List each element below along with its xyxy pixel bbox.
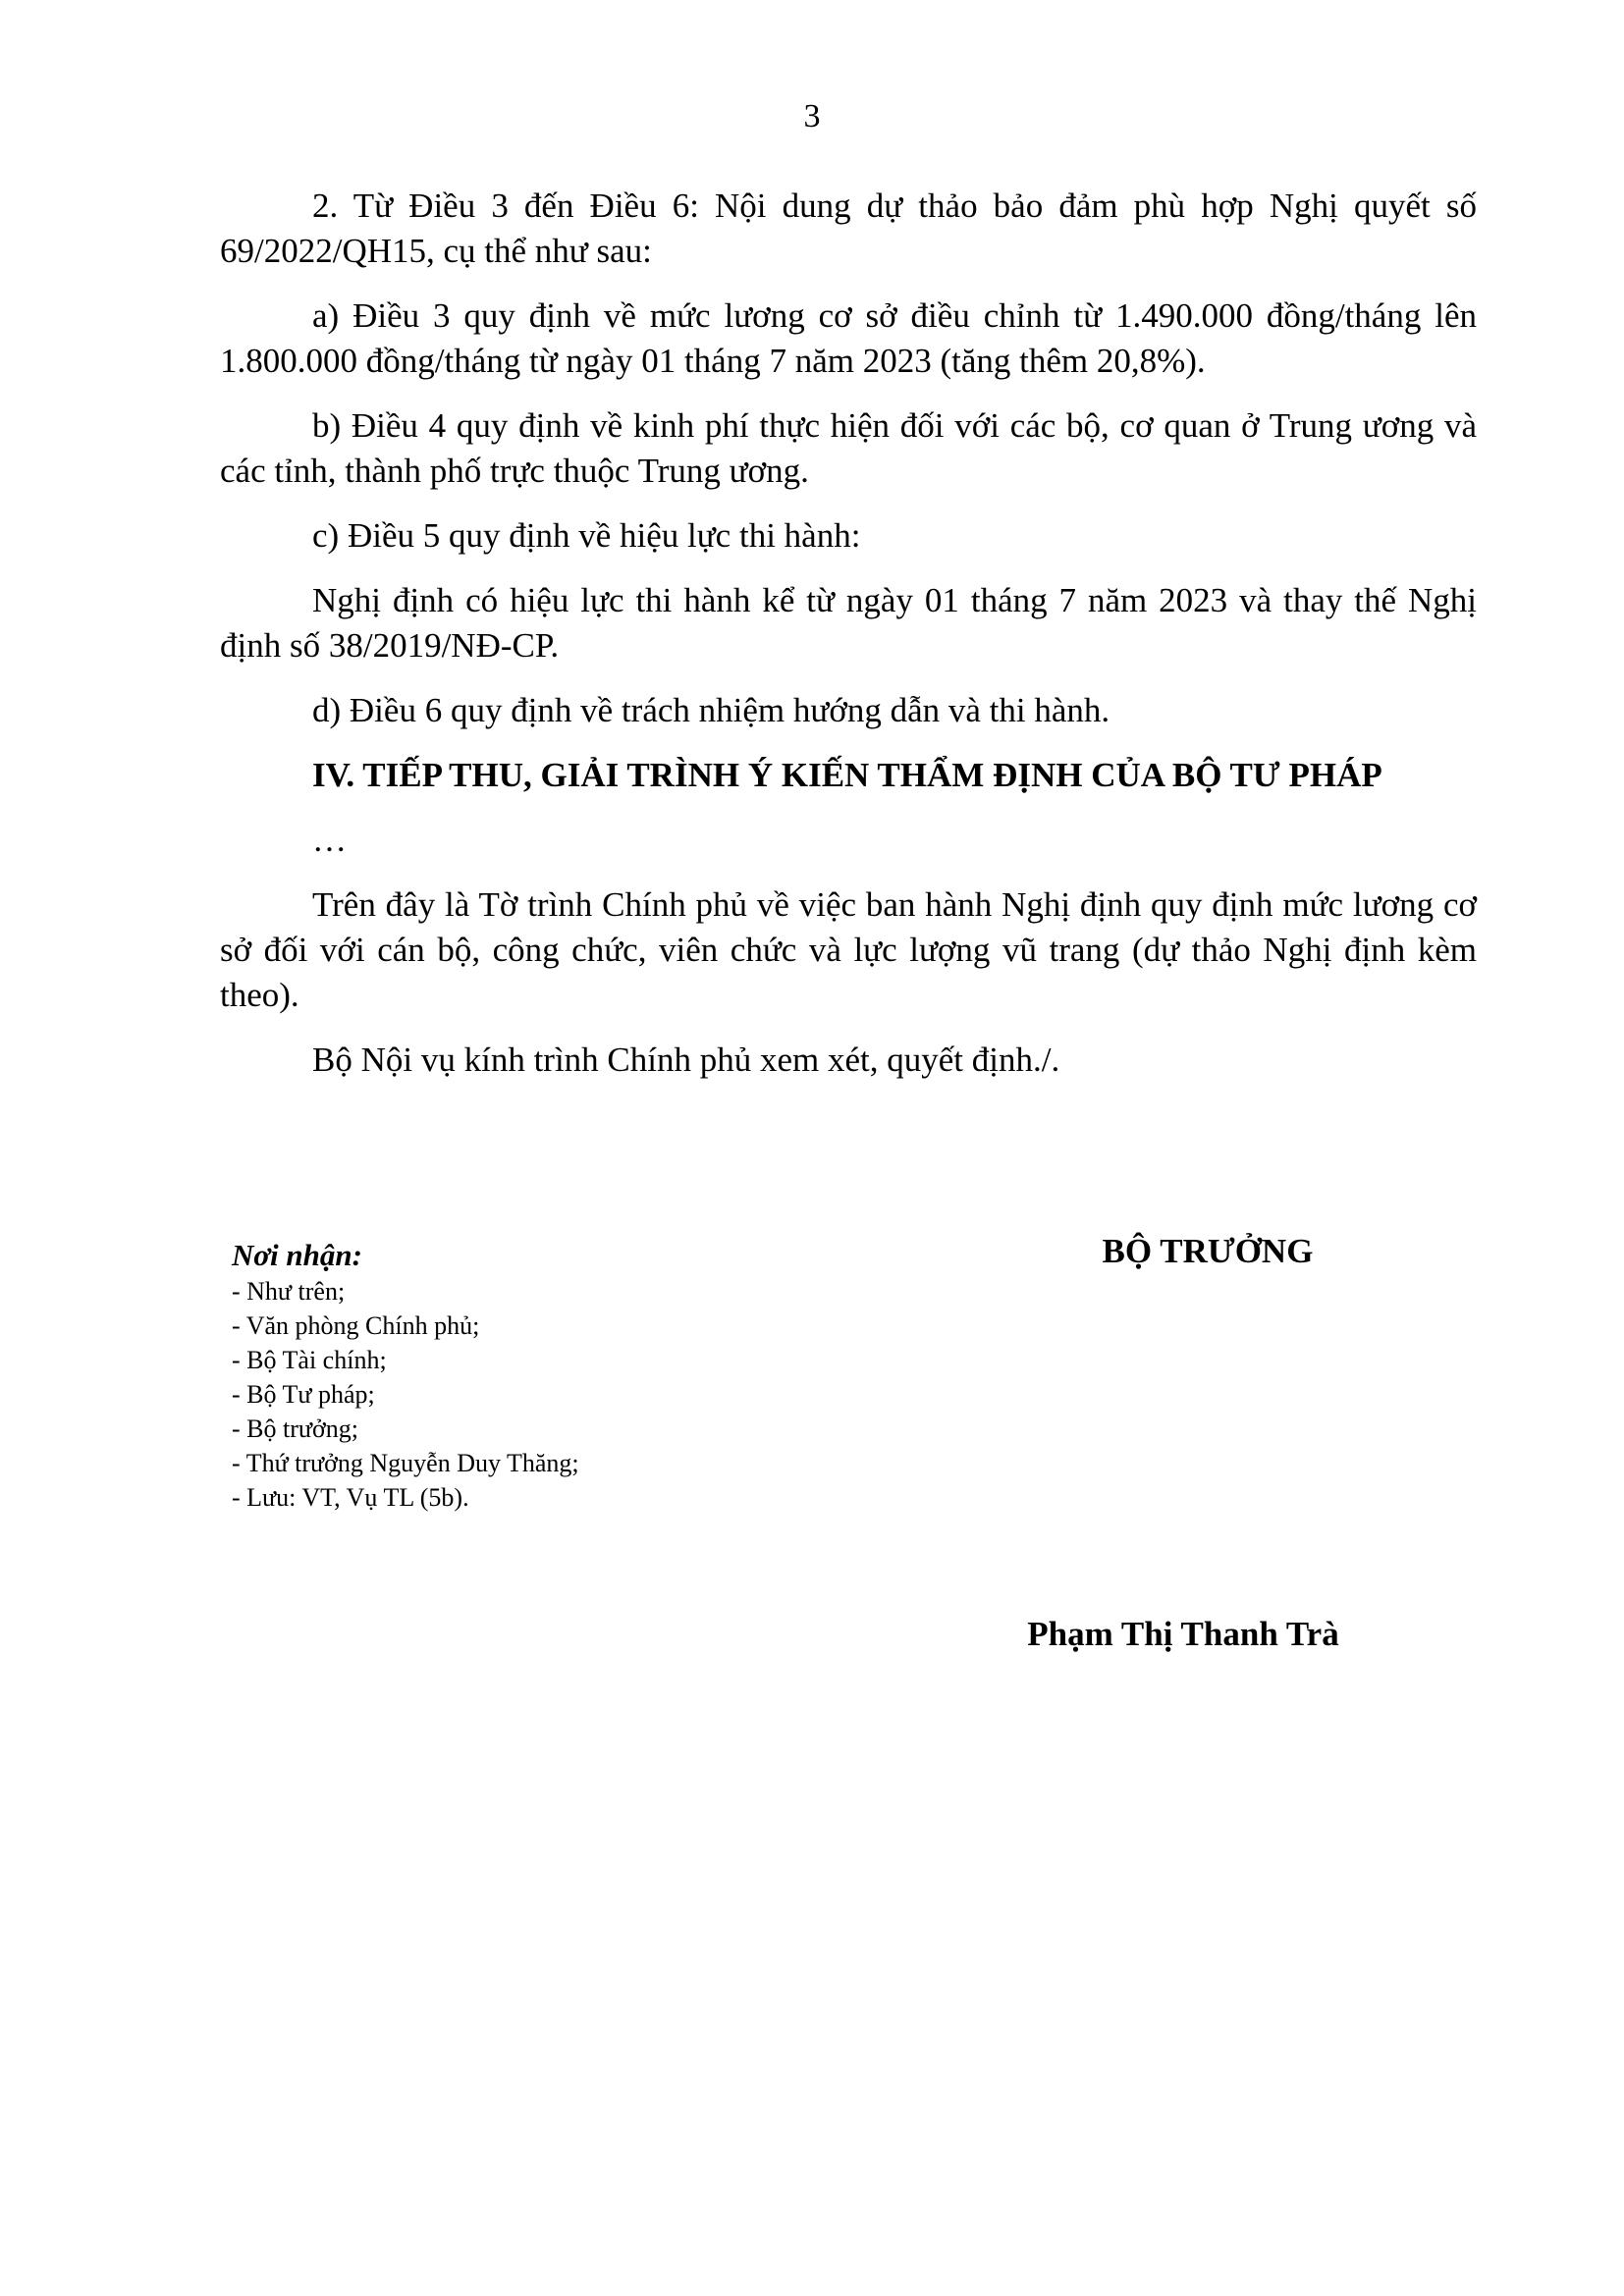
paragraph-conclusion: Trên đây là Tờ trình Chính phủ về việc ban hành Nghị định quy định mức lương cơ sở đối với cán bộ, công chức, viên chức và lực lượng vũ trang (dự thảo Nghị định kèm theo). [220,885,1477,1014]
paragraph-article-5: c) Điều 5 quy định về hiệu lực thi hành: [312,516,861,555]
paragraph-request: Bộ Nội vụ kính trình Chính phủ xem xét, quyết định./. [312,1041,1060,1079]
section-heading: IV. TIẾP THU, GIẢI TRÌNH Ý KIẾN THẨM ĐỊNH CỦA BỘ TƯ PHÁP [312,756,1382,794]
recipient-item: - Bộ trưởng; [232,1415,358,1443]
page-number: 3 [803,98,821,134]
recipient-item: - Văn phòng Chính phủ; [232,1311,480,1340]
recipients-block [232,1237,821,1515]
recipient-item: - Bộ Tài chính; [232,1346,387,1374]
paragraph-article-6: d) Điều 6 quy định về trách nhiệm hướng dẫn và thi hành. [312,691,1110,729]
paragraph-article-3: a) Điều 3 quy định về mức lương cơ sở điều chỉnh từ 1.490.000 đồng/tháng lên 1.800.000 đồng/tháng từ ngày 01 tháng 7 năm 2023 (tăng thêm 20,8%). [220,296,1477,380]
ellipsis: … [312,821,347,859]
document-body [220,184,1477,1102]
recipient-item: - Như trên; [232,1277,346,1306]
paragraph-article-3-6: 2. Từ Điều 3 đến Điều 6: Nội dung dự thảo bảo đảm phù hợp Nghị quyết số 69/2022/QH15, cụ thể như sau: [220,187,1477,270]
recipients-list [232,1274,821,1515]
signer-name: Phạm Thị Thanh Trà [1027,1615,1339,1653]
recipient-item: - Lưu: VT, Vụ TL (5b). [232,1483,469,1512]
recipient-item: - Thứ trưởng Nguyễn Duy Thăng; [232,1449,579,1477]
recipient-item: - Bộ Tư pháp; [232,1380,375,1409]
paragraph-effective-date: Nghị định có hiệu lực thi hành kể từ ngày 01 tháng 7 năm 2023 và thay thế Nghị định số 38/2019/NĐ-CP. [220,581,1477,665]
paragraph-article-4: b) Điều 4 quy định về kinh phí thực hiện đối với các bộ, cơ quan ở Trung ương và các tỉnh, thành phố trực thuộc Trung ương. [220,406,1477,490]
signer-title: BỘ TRƯỞNG [1102,1232,1314,1270]
recipients-title: Nơi nhận: [232,1238,362,1272]
